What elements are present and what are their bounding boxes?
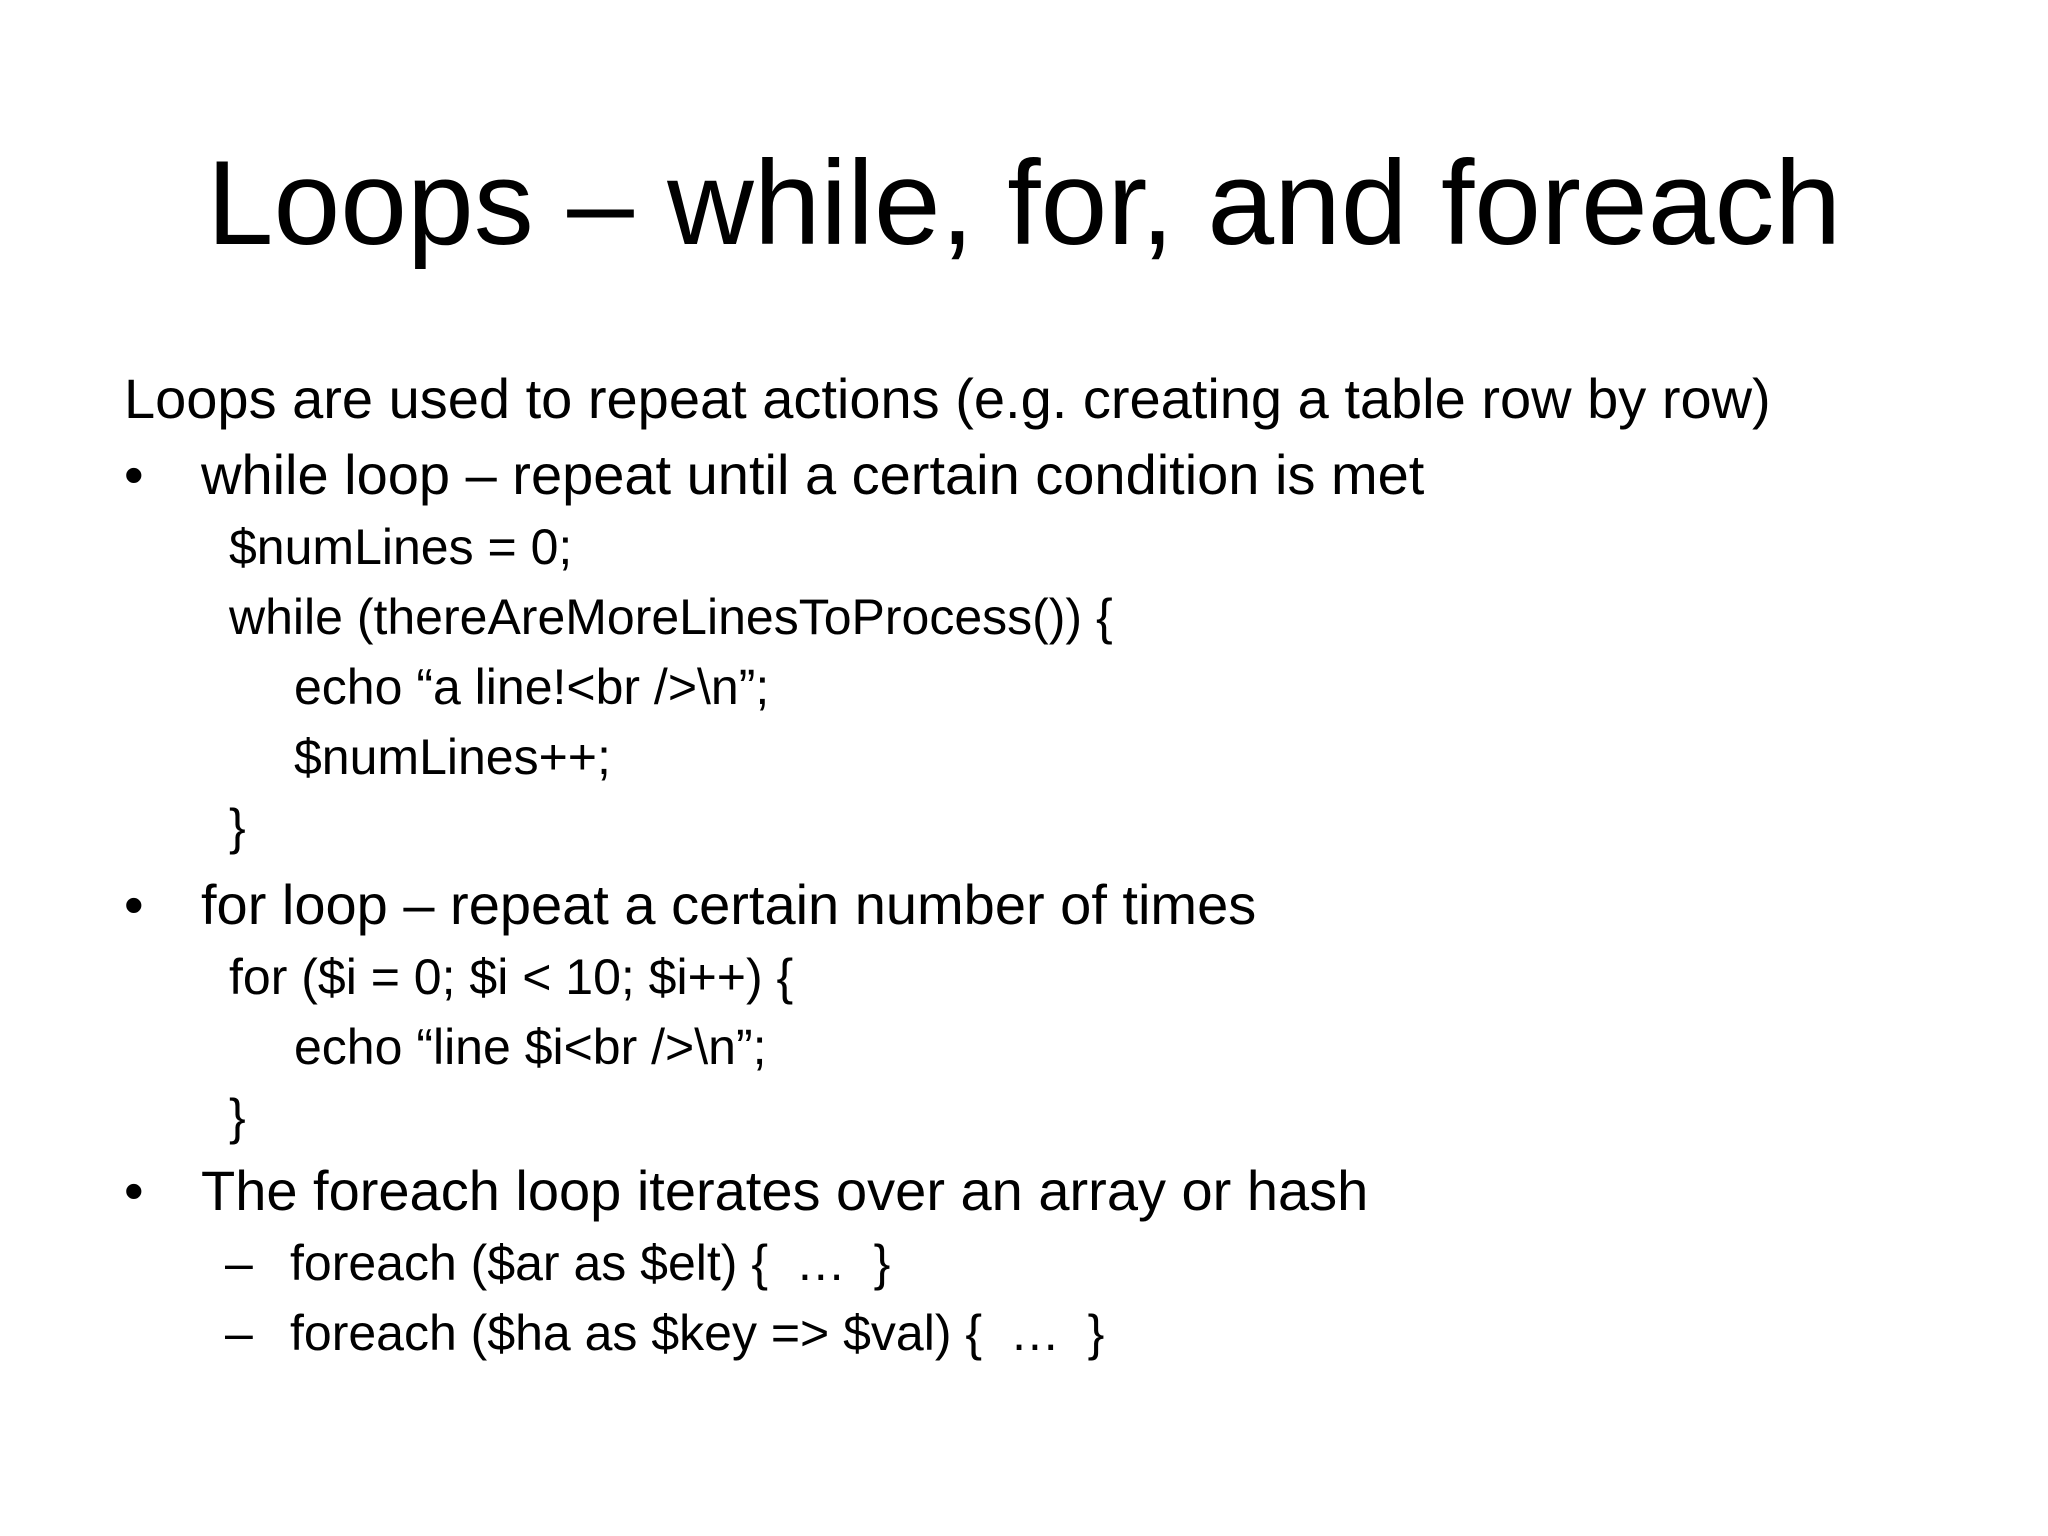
bullet-for-text: for loop – repeat a certain number of times <box>201 873 1257 936</box>
bullet-marker: • <box>124 1159 144 1222</box>
code-line-echo-i: echo “line $i<br />\n”; <box>294 1019 767 1075</box>
code-line-for-open: for ($i = 0; $i < 10; $i++) { <box>229 949 794 1005</box>
code-line-while-open: while (thereAreMoreLinesToProcess()) { <box>229 589 1113 645</box>
bullet-while-text: while loop – repeat until a certain condition is met <box>201 443 1425 506</box>
code-line-echo-line: echo “a line!<br />\n”; <box>294 659 770 715</box>
slide-title: Loops – while, for, and foreach <box>206 136 1842 270</box>
bullet-foreach-text: The foreach loop iterates over an array or hash <box>201 1159 1369 1222</box>
sub-bullet-marker: – <box>225 1305 253 1361</box>
sub-bullet-marker: – <box>225 1235 253 1291</box>
code-line-while-close: } <box>229 799 246 855</box>
code-line-numlines-init: $numLines = 0; <box>229 519 573 575</box>
bullet-marker: • <box>124 873 144 936</box>
code-line-for-close: } <box>229 1089 246 1145</box>
bullet-marker: • <box>124 443 144 506</box>
subitem-foreach-array-text: foreach ($ar as $elt) { … } <box>290 1235 891 1291</box>
subitem-foreach-hash-text: foreach ($ha as $key => $val) { … } <box>290 1305 1105 1361</box>
code-line-increment: $numLines++; <box>294 729 611 785</box>
intro-text: Loops are used to repeat actions (e.g. creating a table row by row) <box>124 367 1771 430</box>
